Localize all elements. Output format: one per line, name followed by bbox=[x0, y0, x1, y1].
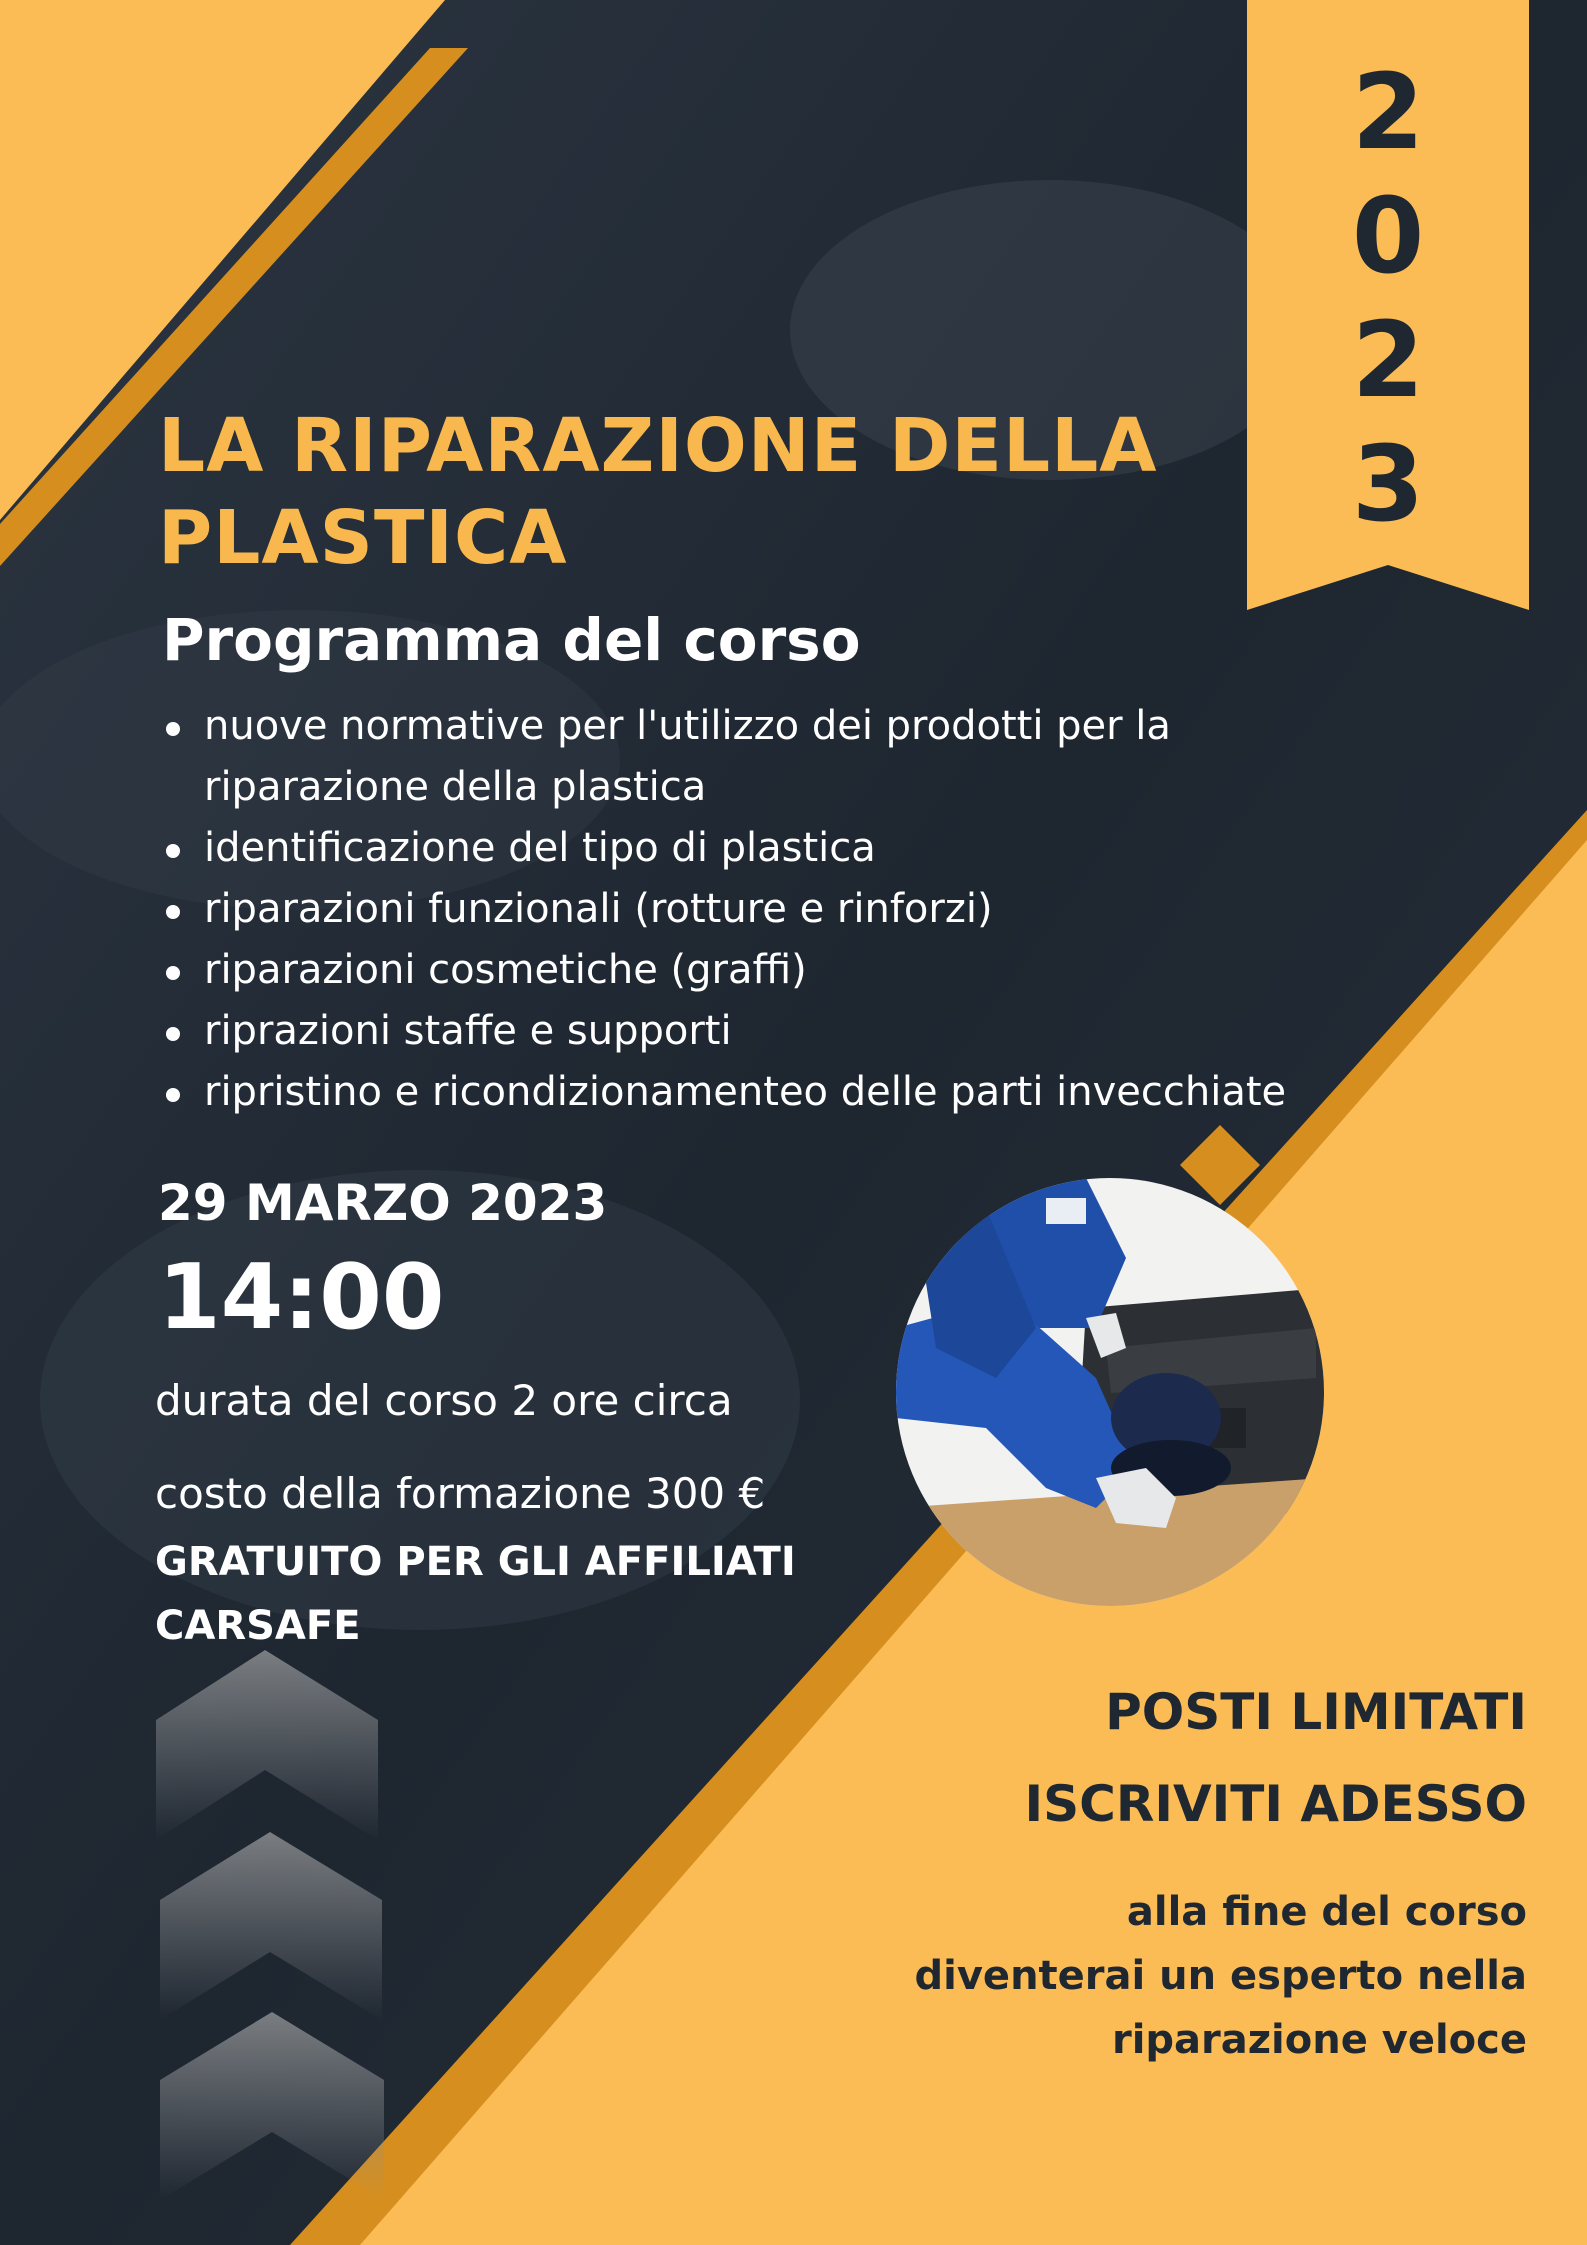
event-time: 14:00 bbox=[158, 1245, 445, 1350]
year-digit: 2 bbox=[1351, 299, 1425, 421]
course-title-line: PLASTICA bbox=[158, 495, 568, 581]
program-item: riparazioni funzionali (rotture e rinforzi) bbox=[162, 879, 1362, 940]
program-item: riparazioni cosmetiche (graffi) bbox=[162, 940, 1362, 1001]
technician-sanding-bumper-photo bbox=[896, 1178, 1324, 1606]
program-item: nuove normative per l'utilizzo dei prodotti per la riparazione della plastica bbox=[162, 696, 1304, 818]
course-promise-text bbox=[767, 1880, 1527, 2072]
course-promise-line: riparazione veloce bbox=[1111, 2017, 1527, 2063]
event-duration: durata del corso 2 ore circa bbox=[155, 1376, 733, 1425]
course-promise-line: diventerai un esperto nella bbox=[914, 1953, 1527, 1999]
event-cost: costo della formazione 300 € bbox=[155, 1469, 766, 1518]
program-list bbox=[162, 696, 1362, 1123]
year-digit: 0 bbox=[1351, 175, 1425, 297]
course-promise-line: alla fine del corso bbox=[1126, 1889, 1527, 1935]
limited-seats-label: POSTI LIMITATI bbox=[1105, 1683, 1527, 1741]
program-item: riprazioni staffe e supporti bbox=[162, 1001, 1362, 1062]
program-item: identificazione del tipo di plastica bbox=[162, 818, 1362, 879]
year-label bbox=[1247, 50, 1529, 546]
year-digit: 2 bbox=[1351, 51, 1425, 173]
program-item: ripristino e ricondizionamenteo delle parti invecchiate bbox=[162, 1062, 1362, 1123]
course-title bbox=[158, 400, 1218, 584]
event-date: 29 MARZO 2023 bbox=[158, 1174, 608, 1232]
program-heading: Programma del corso bbox=[162, 606, 861, 674]
year-digit: 3 bbox=[1351, 423, 1425, 545]
course-title-line: LA RIPARAZIONE DELLA bbox=[158, 403, 1158, 489]
signup-now-label: ISCRIVITI ADESSO bbox=[1024, 1775, 1527, 1833]
free-for-affiliates-note: GRATUITO PER GLI AFFILIATI CARSAFE bbox=[155, 1539, 796, 1649]
